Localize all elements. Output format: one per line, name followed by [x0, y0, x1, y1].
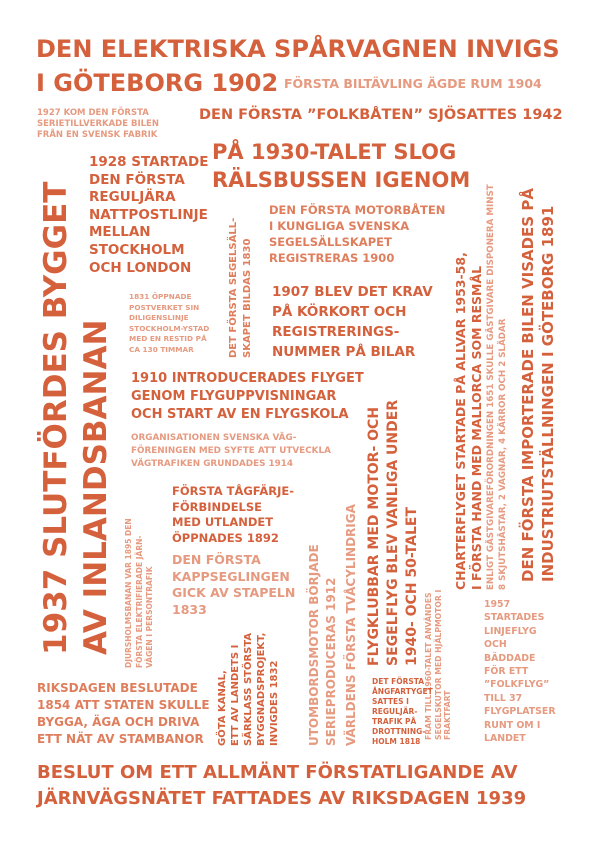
fact-domestic-flights-1957: 1957 STARTADES LINJEFLYG OCH BÄDDADE FÖR ETT ”FOLKFLYG” TILL 37 FLYGPLATSER RUNT OM I LANDET — [484, 599, 556, 745]
fact-trainferry-1892: FÖRSTA TÅGFÄRJE- FÖRBINDELSE MED UTLANDET ÖPPNADES 1892 — [172, 484, 295, 545]
fact-steamship-1818: DET FÖRSTA ÅNGFARTYGET SATTES I REGULJÄR- TRAFIK PÅ DROTTNING- HOLM 1818 — [372, 677, 433, 746]
fact-regatta-1833: DEN FÖRSTA KAPPSEGLINGEN GICK AV STAPELN 1833 — [172, 552, 296, 617]
fact-two-cylinder: VÄRLDENS FÖRSTA TVÅCYLINDRIGA — [344, 504, 358, 746]
fact-charter-1953: CHARTERFLYGET STARTADE PÅ ALLVAR 1953-58, I FÖRSTA HAND MED MALLORCA SOM RESMÅL — [453, 252, 484, 590]
fact-flying-clubs-1940s: FLYGKLUBBAR MED MOTOR- OCH SEGELFLYG BLEV VANLIGA UNDER 1940- OCH 50-TALET — [366, 399, 420, 666]
fact-djursholm-1895: DJURSHOLMSBANAN VAR 1895 DEN FÖRSTA ELEKTRIFIERADE JÄRN- VÄGEN I PERSONTRAFIK — [124, 518, 154, 668]
fact-car-race-1904: FÖRSTA BILTÄVLING ÄGDE RUM 1904 — [284, 76, 542, 91]
fact-first-car-1927: 1927 KOM DEN FÖRSTA SERIETILLVERKADE BILEN FRÅN EN SVENSK FABRIK — [37, 108, 159, 140]
fact-railbus-1930: PÅ 1930-TALET SLOG RÄLSBUSSEN IGENOM — [212, 140, 471, 192]
fact-nightmail-1928: 1928 STARTADE DEN FÖRSTA REGULJÄRA NATTPOSTLINJE MELLAN STOCKHOLM OCH LONDON — [89, 154, 209, 276]
fact-diligence-1831: 1831 ÖPPNADE POSTVERKET SIN DILIGENSLINJE STOCKHOLM-YSTAD MED EN RESTID PÅ CA 130 TIMMAR — [129, 292, 210, 354]
fact-motorboat-1900: DEN FÖRSTA MOTORBÅTEN I KUNGLIGA SVENSKA SEGELSÄLLSKAPET REGISTRERAS 1900 — [269, 203, 446, 265]
fact-sailing-society-1830: DET FÖRSTA SEGELSÄLL- SKAPET BILDAS 1830 — [228, 217, 253, 358]
fact-nationalization-1939: BESLUT OM ETT ALLMÄNT FÖRSTATLIGANDE AV JÄRNVÄGSNÄTET FATTADES AV RIKSDAGEN 1939 — [37, 762, 527, 809]
fact-tramway-1902: DEN ELEKTRISKA SPÅRVAGNEN INVIGS I GÖTEBORG 1902 — [36, 35, 560, 97]
fact-folkbat-1942: DEN FÖRSTA ”FOLKBÅTEN” SJÖSATTES 1942 — [199, 107, 563, 123]
fact-roadassoc-1914: ORGANISATIONEN SVENSKA VÄG- FÖRENINGEN MED SYFTE ATT UTVECKLA VÄGTRAFIKEN GRUNDADES 1914 — [131, 433, 331, 469]
fact-license-1907: 1907 BLEV DET KRAV PÅ KÖRKORT OCH REGISTRERINGS- NUMMER PÅ BILAR — [272, 284, 433, 360]
fact-inland-railway-1937: 1937 SLUTFÖRDES BYGGET AV INLANDSBANAN — [38, 181, 114, 655]
fact-gota-canal-1832: GÖTA KANAL, ETT AV LANDETS I SÄRKLASS STÖRSTA BYGGNADSPROJEKT, INVIGDES 1832 — [217, 632, 280, 746]
fact-trunklines-1854: RIKSDAGEN BESLUTADE 1854 ATT STATEN SKULLE BYGGA, ÄGA OCH DRIVA ETT NÄT AV STAMBANOR — [37, 681, 210, 746]
fact-outboard-1912: UTOMBORDSMOTOR BÖRJADE SERIEPRODUCERAS 1912 — [307, 544, 338, 746]
fact-schooners-1960: FRAM TILL 1960-TALET ANVÄNDES SEGELSKUTOR MED HJÄLPMOTOR I FRAKTFART — [424, 589, 452, 740]
fact-inn-ordinance-1651: ENLIGT GÄSTGIVAREFÖRORDNINGEN 1651 SKULLE GÄSTGIVARE DISPONERA MINST 8 SKJUTSHÄSTAR, 2 VAGNAR, 4 KÄRROR OCH 2 SLÄDAR — [486, 184, 508, 590]
fact-imported-car-1891: DEN FÖRSTA IMPORTERADE BILEN VISADES PÅ INDUSTRIUTSTÄLLNINGEN I GÖTEBORG 1891 — [519, 188, 557, 582]
fact-aviation-1910: 1910 INTRODUCERADES FLYGET GENOM FLYGUPPVISNINGAR OCH START AV EN FLYGSKOLA — [131, 371, 364, 422]
